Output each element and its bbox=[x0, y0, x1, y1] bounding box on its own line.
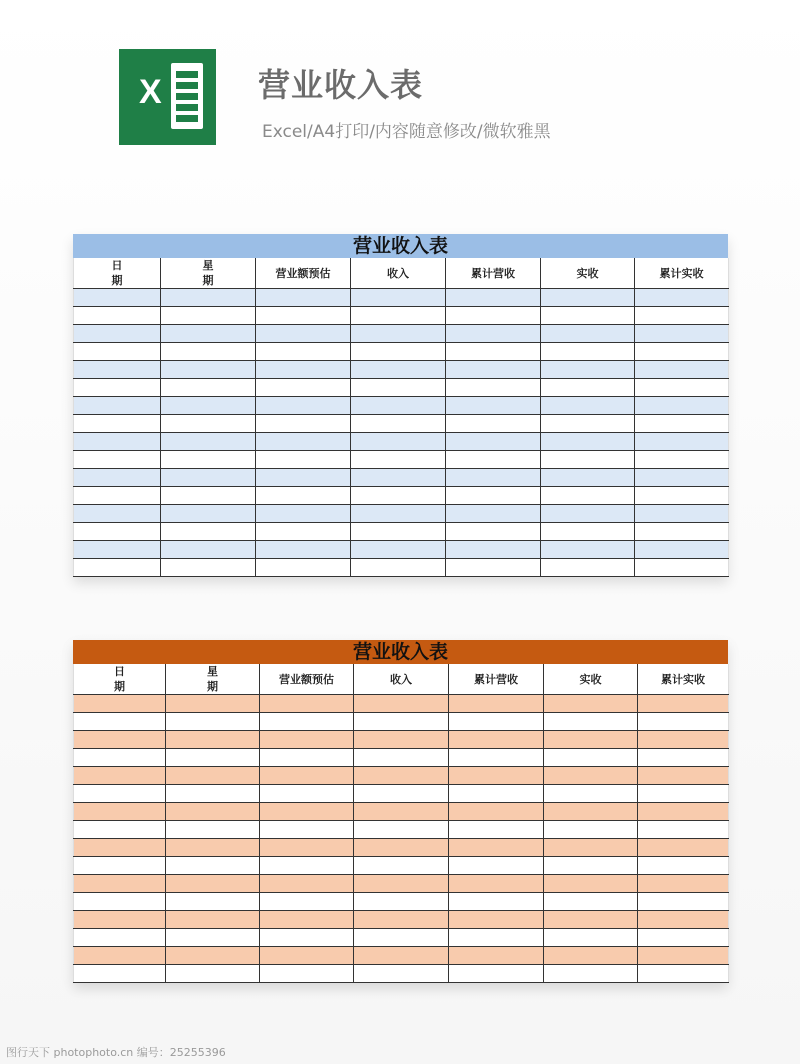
table-cell[interactable] bbox=[541, 415, 635, 433]
table-cell[interactable] bbox=[74, 451, 161, 469]
table-cell[interactable] bbox=[256, 379, 351, 397]
table-cell[interactable] bbox=[351, 559, 446, 577]
table-row bbox=[74, 307, 729, 325]
table-cell[interactable] bbox=[74, 541, 161, 559]
table-cell[interactable] bbox=[449, 839, 544, 857]
table-cell[interactable] bbox=[256, 505, 351, 523]
table-cell[interactable] bbox=[635, 469, 729, 487]
table-cell[interactable] bbox=[351, 289, 446, 307]
table-cell[interactable] bbox=[256, 469, 351, 487]
table-cell[interactable] bbox=[446, 397, 541, 415]
table-cell[interactable] bbox=[544, 749, 638, 767]
table-cell[interactable] bbox=[446, 361, 541, 379]
table-row bbox=[74, 343, 729, 361]
table-cell[interactable] bbox=[74, 803, 166, 821]
table-cell[interactable] bbox=[449, 749, 544, 767]
table-cell[interactable] bbox=[635, 523, 729, 541]
table-cell[interactable] bbox=[449, 821, 544, 839]
table-cell[interactable] bbox=[260, 713, 354, 731]
table-cell[interactable] bbox=[74, 965, 166, 983]
col-header-cumulative-actual: 累计实收 bbox=[635, 258, 729, 289]
table-cell[interactable] bbox=[351, 541, 446, 559]
table-row bbox=[74, 713, 729, 731]
table-cell[interactable] bbox=[638, 875, 729, 893]
table-cell[interactable] bbox=[161, 361, 256, 379]
table-cell[interactable] bbox=[354, 767, 449, 785]
table-cell[interactable] bbox=[544, 893, 638, 911]
table-row bbox=[74, 289, 729, 307]
table-cell[interactable] bbox=[161, 505, 256, 523]
table-cell[interactable] bbox=[354, 713, 449, 731]
table-cell[interactable] bbox=[74, 713, 166, 731]
table-cell[interactable] bbox=[541, 343, 635, 361]
table-cell[interactable] bbox=[635, 343, 729, 361]
table-cell[interactable] bbox=[74, 469, 161, 487]
table-cell[interactable] bbox=[74, 875, 166, 893]
table-row bbox=[74, 731, 729, 749]
table-cell[interactable] bbox=[638, 911, 729, 929]
table-cell[interactable] bbox=[354, 731, 449, 749]
col-header-income: 收入 bbox=[354, 664, 449, 695]
spreadsheet-icon bbox=[171, 63, 203, 129]
table-row bbox=[74, 893, 729, 911]
table-cell[interactable] bbox=[256, 325, 351, 343]
table-cell[interactable] bbox=[161, 397, 256, 415]
table-row bbox=[74, 451, 729, 469]
table-row bbox=[74, 749, 729, 767]
table-cell[interactable] bbox=[161, 415, 256, 433]
table-cell[interactable] bbox=[446, 379, 541, 397]
table-cell[interactable] bbox=[544, 713, 638, 731]
table-cell[interactable] bbox=[354, 893, 449, 911]
table-cell[interactable] bbox=[544, 695, 638, 713]
col-header-estimate: 营业额预估 bbox=[256, 258, 351, 289]
table-cell[interactable] bbox=[260, 893, 354, 911]
col-header-weekday: 星 期 bbox=[166, 664, 260, 695]
table-cell[interactable] bbox=[74, 343, 161, 361]
table-cell[interactable] bbox=[449, 857, 544, 875]
table-cell[interactable] bbox=[638, 731, 729, 749]
table-cell[interactable] bbox=[256, 487, 351, 505]
table-cell[interactable] bbox=[74, 767, 166, 785]
table-cell[interactable] bbox=[166, 785, 260, 803]
table-cell[interactable] bbox=[260, 731, 354, 749]
col-header-actual: 实收 bbox=[541, 258, 635, 289]
table-row bbox=[74, 947, 729, 965]
table-cell[interactable] bbox=[161, 433, 256, 451]
table-cell[interactable] bbox=[449, 803, 544, 821]
table-cell[interactable] bbox=[74, 695, 166, 713]
table-cell[interactable] bbox=[256, 289, 351, 307]
table-cell[interactable] bbox=[635, 289, 729, 307]
table-row bbox=[74, 379, 729, 397]
table-cell[interactable] bbox=[260, 857, 354, 875]
table-cell[interactable] bbox=[544, 785, 638, 803]
table-cell[interactable] bbox=[354, 947, 449, 965]
table-row bbox=[74, 487, 729, 505]
table-row bbox=[74, 695, 729, 713]
table-cell[interactable] bbox=[74, 325, 161, 343]
income-table bbox=[73, 664, 729, 983]
table-cell[interactable] bbox=[638, 857, 729, 875]
table-cell[interactable] bbox=[161, 307, 256, 325]
table-cell[interactable] bbox=[354, 911, 449, 929]
table-cell[interactable] bbox=[449, 965, 544, 983]
income-sheet-orange bbox=[73, 640, 728, 983]
table-cell[interactable] bbox=[166, 749, 260, 767]
table-cell[interactable] bbox=[161, 559, 256, 577]
table-cell[interactable] bbox=[166, 875, 260, 893]
table-cell[interactable] bbox=[74, 307, 161, 325]
sheet-title: 营业收入表 bbox=[73, 640, 728, 664]
table-cell[interactable] bbox=[161, 325, 256, 343]
col-header-date: 日 期 bbox=[74, 258, 161, 289]
table-cell[interactable] bbox=[541, 325, 635, 343]
table-cell[interactable] bbox=[541, 397, 635, 415]
table-cell[interactable] bbox=[446, 343, 541, 361]
table-cell[interactable] bbox=[446, 523, 541, 541]
table-cell[interactable] bbox=[449, 875, 544, 893]
table-cell[interactable] bbox=[74, 821, 166, 839]
table-cell[interactable] bbox=[260, 929, 354, 947]
table-cell[interactable] bbox=[166, 947, 260, 965]
table-cell[interactable] bbox=[638, 713, 729, 731]
table-cell[interactable] bbox=[635, 307, 729, 325]
table-cell[interactable] bbox=[256, 559, 351, 577]
table-row bbox=[74, 839, 729, 857]
table-cell[interactable] bbox=[166, 857, 260, 875]
table-cell[interactable] bbox=[74, 379, 161, 397]
table-cell[interactable] bbox=[166, 803, 260, 821]
table-cell[interactable] bbox=[260, 947, 354, 965]
table-cell[interactable] bbox=[351, 433, 446, 451]
table-row bbox=[74, 929, 729, 947]
table-cell[interactable] bbox=[260, 839, 354, 857]
table-cell[interactable] bbox=[166, 893, 260, 911]
table-cell[interactable] bbox=[638, 839, 729, 857]
table-row bbox=[74, 559, 729, 577]
table-cell[interactable] bbox=[256, 343, 351, 361]
table-cell[interactable] bbox=[638, 821, 729, 839]
table-cell[interactable] bbox=[541, 487, 635, 505]
table-row bbox=[74, 541, 729, 559]
table-cell[interactable] bbox=[446, 289, 541, 307]
table-cell[interactable] bbox=[541, 523, 635, 541]
table-cell[interactable] bbox=[260, 911, 354, 929]
table-body bbox=[74, 289, 729, 577]
table-cell[interactable] bbox=[638, 785, 729, 803]
table-cell[interactable] bbox=[446, 487, 541, 505]
table-row bbox=[74, 397, 729, 415]
table-cell[interactable] bbox=[446, 469, 541, 487]
table-cell[interactable] bbox=[351, 487, 446, 505]
table-cell[interactable] bbox=[544, 821, 638, 839]
table-row bbox=[74, 505, 729, 523]
table-cell[interactable] bbox=[446, 505, 541, 523]
table-cell[interactable] bbox=[351, 343, 446, 361]
table-cell[interactable] bbox=[446, 307, 541, 325]
col-header-cumulative-revenue: 累计营收 bbox=[446, 258, 541, 289]
table-cell[interactable] bbox=[446, 451, 541, 469]
table-cell[interactable] bbox=[544, 929, 638, 947]
table-cell[interactable] bbox=[544, 839, 638, 857]
table-row bbox=[74, 965, 729, 983]
table-cell[interactable] bbox=[351, 307, 446, 325]
table-cell[interactable] bbox=[351, 523, 446, 541]
table-cell[interactable] bbox=[354, 857, 449, 875]
table-cell[interactable] bbox=[260, 821, 354, 839]
table-cell[interactable] bbox=[166, 821, 260, 839]
table-cell[interactable] bbox=[541, 469, 635, 487]
col-header-actual: 实收 bbox=[544, 664, 638, 695]
table-cell[interactable] bbox=[544, 803, 638, 821]
table-cell[interactable] bbox=[166, 839, 260, 857]
table-cell[interactable] bbox=[354, 839, 449, 857]
table-cell[interactable] bbox=[161, 523, 256, 541]
income-table bbox=[73, 258, 729, 577]
table-cell[interactable] bbox=[256, 397, 351, 415]
table-cell[interactable] bbox=[256, 451, 351, 469]
table-cell[interactable] bbox=[638, 695, 729, 713]
table-cell[interactable] bbox=[635, 415, 729, 433]
table-row bbox=[74, 875, 729, 893]
watermark: 图行天下 photophoto.cn 编号：25255396 bbox=[6, 1046, 226, 1059]
table-cell[interactable] bbox=[161, 379, 256, 397]
table-cell[interactable] bbox=[541, 541, 635, 559]
table-cell[interactable] bbox=[161, 451, 256, 469]
table-cell[interactable] bbox=[74, 893, 166, 911]
table-cell[interactable] bbox=[74, 785, 166, 803]
table-header-row bbox=[74, 258, 729, 289]
table-cell[interactable] bbox=[351, 397, 446, 415]
table-cell[interactable] bbox=[544, 965, 638, 983]
col-header-weekday: 星 期 bbox=[161, 258, 256, 289]
table-header-row bbox=[74, 664, 729, 695]
table-cell[interactable] bbox=[351, 505, 446, 523]
excel-icon-letter: X bbox=[139, 73, 162, 111]
table-cell[interactable] bbox=[74, 857, 166, 875]
table-row bbox=[74, 857, 729, 875]
table-cell[interactable] bbox=[449, 731, 544, 749]
table-cell[interactable] bbox=[74, 523, 161, 541]
table-cell[interactable] bbox=[635, 505, 729, 523]
table-cell[interactable] bbox=[635, 559, 729, 577]
table-cell[interactable] bbox=[635, 397, 729, 415]
page-title: 营业收入表 bbox=[258, 66, 424, 104]
table-row bbox=[74, 433, 729, 451]
table-cell[interactable] bbox=[161, 541, 256, 559]
col-header-estimate: 营业额预估 bbox=[260, 664, 354, 695]
table-cell[interactable] bbox=[74, 749, 166, 767]
table-cell[interactable] bbox=[260, 749, 354, 767]
table-cell[interactable] bbox=[449, 893, 544, 911]
table-cell[interactable] bbox=[354, 785, 449, 803]
table-cell[interactable] bbox=[638, 947, 729, 965]
table-row bbox=[74, 803, 729, 821]
table-cell[interactable] bbox=[74, 839, 166, 857]
table-cell[interactable] bbox=[166, 713, 260, 731]
table-cell[interactable] bbox=[74, 397, 161, 415]
table-cell[interactable] bbox=[351, 451, 446, 469]
table-cell[interactable] bbox=[260, 785, 354, 803]
table-cell[interactable] bbox=[260, 803, 354, 821]
page-subtitle: Excel/A4打印/内容随意修改/微软雅黑 bbox=[262, 122, 551, 142]
table-cell[interactable] bbox=[260, 875, 354, 893]
table-cell[interactable] bbox=[74, 415, 161, 433]
table-cell[interactable] bbox=[541, 361, 635, 379]
table-cell[interactable] bbox=[351, 325, 446, 343]
col-header-income: 收入 bbox=[351, 258, 446, 289]
table-row bbox=[74, 785, 729, 803]
table-row bbox=[74, 821, 729, 839]
table-cell[interactable] bbox=[449, 929, 544, 947]
table-body bbox=[74, 695, 729, 983]
table-cell[interactable] bbox=[256, 361, 351, 379]
table-cell[interactable] bbox=[166, 965, 260, 983]
table-row bbox=[74, 911, 729, 929]
table-cell[interactable] bbox=[354, 929, 449, 947]
table-cell[interactable] bbox=[541, 559, 635, 577]
table-cell[interactable] bbox=[541, 451, 635, 469]
table-cell[interactable] bbox=[449, 713, 544, 731]
table-cell[interactable] bbox=[638, 893, 729, 911]
table-cell[interactable] bbox=[354, 965, 449, 983]
table-cell[interactable] bbox=[635, 433, 729, 451]
table-cell[interactable] bbox=[74, 433, 161, 451]
table-cell[interactable] bbox=[449, 767, 544, 785]
table-cell[interactable] bbox=[256, 523, 351, 541]
table-cell[interactable] bbox=[354, 875, 449, 893]
col-header-date: 日 期 bbox=[74, 664, 166, 695]
table-cell[interactable] bbox=[544, 911, 638, 929]
table-cell[interactable] bbox=[541, 289, 635, 307]
table-cell[interactable] bbox=[74, 947, 166, 965]
table-cell[interactable] bbox=[544, 857, 638, 875]
table-cell[interactable] bbox=[260, 965, 354, 983]
table-cell[interactable] bbox=[635, 361, 729, 379]
table-cell[interactable] bbox=[449, 911, 544, 929]
table-cell[interactable] bbox=[74, 559, 161, 577]
table-cell[interactable] bbox=[541, 505, 635, 523]
table-cell[interactable] bbox=[166, 731, 260, 749]
table-cell[interactable] bbox=[638, 965, 729, 983]
table-cell[interactable] bbox=[260, 695, 354, 713]
table-cell[interactable] bbox=[256, 433, 351, 451]
table-cell[interactable] bbox=[74, 929, 166, 947]
table-cell[interactable] bbox=[544, 767, 638, 785]
table-cell[interactable] bbox=[446, 541, 541, 559]
table-cell[interactable] bbox=[449, 947, 544, 965]
table-cell[interactable] bbox=[166, 911, 260, 929]
table-cell[interactable] bbox=[449, 785, 544, 803]
table-cell[interactable] bbox=[166, 929, 260, 947]
table-cell[interactable] bbox=[161, 469, 256, 487]
table-cell[interactable] bbox=[446, 415, 541, 433]
table-row bbox=[74, 767, 729, 785]
table-cell[interactable] bbox=[256, 415, 351, 433]
table-cell[interactable] bbox=[74, 911, 166, 929]
table-row bbox=[74, 469, 729, 487]
table-cell[interactable] bbox=[446, 433, 541, 451]
table-cell[interactable] bbox=[541, 433, 635, 451]
table-cell[interactable] bbox=[354, 749, 449, 767]
table-cell[interactable] bbox=[74, 731, 166, 749]
table-cell[interactable] bbox=[635, 541, 729, 559]
table-cell[interactable] bbox=[541, 379, 635, 397]
table-cell[interactable] bbox=[544, 947, 638, 965]
table-cell[interactable] bbox=[74, 289, 161, 307]
table-cell[interactable] bbox=[74, 361, 161, 379]
table-cell[interactable] bbox=[638, 749, 729, 767]
table-cell[interactable] bbox=[74, 505, 161, 523]
table-row bbox=[74, 415, 729, 433]
table-cell[interactable] bbox=[635, 451, 729, 469]
table-cell[interactable] bbox=[351, 469, 446, 487]
table-cell[interactable] bbox=[351, 379, 446, 397]
table-row bbox=[74, 325, 729, 343]
table-cell[interactable] bbox=[544, 875, 638, 893]
table-cell[interactable] bbox=[161, 289, 256, 307]
table-cell[interactable] bbox=[354, 803, 449, 821]
col-header-cumulative-actual: 累计实收 bbox=[638, 664, 729, 695]
table-cell[interactable] bbox=[446, 559, 541, 577]
table-cell[interactable] bbox=[354, 821, 449, 839]
excel-icon bbox=[119, 49, 216, 145]
table-cell[interactable] bbox=[74, 487, 161, 505]
table-cell[interactable] bbox=[256, 307, 351, 325]
table-cell[interactable] bbox=[166, 695, 260, 713]
table-cell[interactable] bbox=[351, 361, 446, 379]
table-cell[interactable] bbox=[635, 487, 729, 505]
table-cell[interactable] bbox=[541, 307, 635, 325]
table-cell[interactable] bbox=[635, 379, 729, 397]
table-cell[interactable] bbox=[260, 767, 354, 785]
sheet-title: 营业收入表 bbox=[73, 234, 728, 258]
table-cell[interactable] bbox=[166, 767, 260, 785]
table-cell[interactable] bbox=[638, 767, 729, 785]
table-cell[interactable] bbox=[256, 541, 351, 559]
table-cell[interactable] bbox=[449, 695, 544, 713]
col-header-cumulative-revenue: 累计营收 bbox=[449, 664, 544, 695]
table-cell[interactable] bbox=[354, 695, 449, 713]
table-cell[interactable] bbox=[161, 487, 256, 505]
table-row bbox=[74, 523, 729, 541]
table-cell[interactable] bbox=[351, 415, 446, 433]
income-sheet-blue bbox=[73, 234, 728, 577]
table-cell[interactable] bbox=[161, 343, 256, 361]
table-row bbox=[74, 361, 729, 379]
table-cell[interactable] bbox=[638, 803, 729, 821]
table-cell[interactable] bbox=[446, 325, 541, 343]
table-cell[interactable] bbox=[638, 929, 729, 947]
table-cell[interactable] bbox=[544, 731, 638, 749]
table-cell[interactable] bbox=[635, 325, 729, 343]
